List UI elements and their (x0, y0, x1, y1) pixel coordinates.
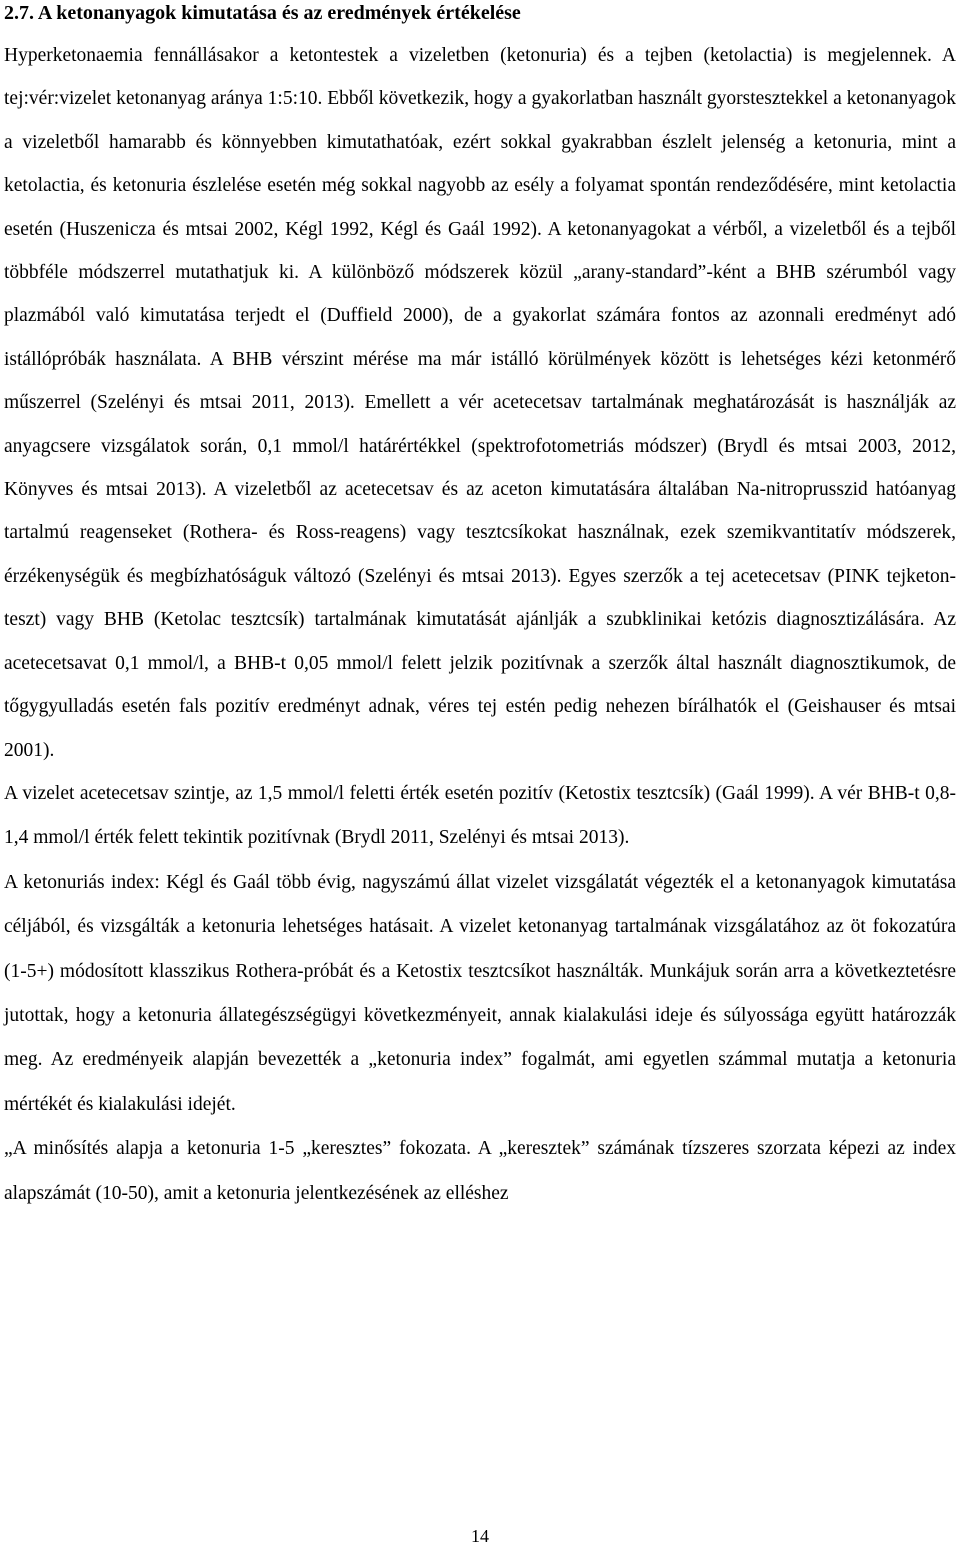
body-text (4, 34, 956, 1216)
paragraph-ketone-detection: Hyperketonaemia fennállásakor a ketontestek a vizeletben (ketonuria) és a tejben (ketolactia) is megjelennek. A tej:vér:vizelet ketonanyag aránya 1:5:10. Ebből következik, hogy a gyakorlatban használt gyorstesztekkel a ketonanyagok a vizeletből hamarabb és könnyebben kimutathatóak, ezért sokkal gyakrabban észlelt jelenség a ketonuria, mint a ketolactia, és ketonuria észlelése esetén még sokkal nagyobb az esély a folyamat spontán rendeződésére, mint ketolactia esetén (Huszenicza és mtsai 2002, Kégl 1992, Kégl és Gaál 1992). A ketonanyagokat a vérből, a vizeletből és a tejből többféle módszerrel mutathatjuk ki. A különböző módszerek közül „arany-standard”-ként a BHB szérumból vagy plazmából való kimutatása terjedt el (Duffield 2000), de a gyakorlat számára fontos az azonnali eredményt adó istállópróbák használata. A BHB vérszint mérése ma már istálló körülmények között is lehetséges kézi ketonmérő műszerrel (Szelényi és mtsai 2011, 2013). Emellett a vér acetecetsav tartalmának meghatározását is használják az anyagcsere vizsgálatok során, 0,1 mmol/l határértékkel (spektrofotometriás módszer) (Brydl és mtsai 2003, 2012, Könyves és mtsai 2013). A vizeletből az acetecetsav és az aceton kimutatására általában Na-nitroprusszid hatóanyag tartalmú reagenseket (Rothera- és Ross-reagens) vagy tesztcsíkokat használnak, ezek szemikvantitatív módszerek, érzékenységük és megbízhatóságuk változó (Szelényi és mtsai 2013). Egyes szerzők a tej acetecetsav (PINK tejketon-teszt) vagy BHB (Ketolac tesztcsík) tartalmának kimutatását ajánlják a szubklinikai ketózis diagnosztizálására. Az acetecetsavat 0,1 mmol/l, a BHB-t 0,05 mmol/l felett jelzik pozitívnak a szerzők által használt diagnosztikumok, de tőgygyulladás esetén fals pozitív eredményt adnak, véres tej estén pedig nehezen bírálhatók el (Geishauser és mtsai 2001). (4, 45, 956, 761)
paragraph-urine-blood-thresholds: A vizelet acetecetsav szintje, az 1,5 mmol/l feletti érték esetén pozitív (Ketostix tesztcsík) (Gaál 1999). A vér BHB-t 0,8-1,4 mmol/l érték felett tekintik pozitívnak (Brydl 2011, Szelényi és mtsai 2013). (4, 782, 956, 849)
paragraph-ketonuria-index: A ketonuriás index: Kégl és Gaál több évig, nagyszámú állat vizelet vizsgálatát végezték el a ketonanyagok kimutatása céljából, és vizsgálták a ketonuria lehetséges hatásait. A vizelet ketonanyag tartalmának vizsgálatához az öt fokozatúra (1-5+) módosított klasszikus Rothera-próbát és a Ketostix tesztcsíkot használták. Munkájuk során arra a következtetésre jutottak, hogy a ketonuria állategészségügyi következményeit, annak kialakulási ideje és súlyossága együtt határozzák meg. Az eredményeik alapján bevezették a „ketonuria index” fogalmát, ami egyetlen számmal mutatja a ketonuria mértékét és kialakulási idejét. (4, 871, 956, 1115)
paragraph-quote-rating-basis: „A minősítés alapja a ketonuria 1-5 „keresztes” fokozata. A „keresztek” számának tízszeres szorzata képezi az index alapszámát (10-50), amit a ketonuria jelentkezésének az elléshez (4, 1138, 956, 1204)
page-number: 14 (471, 1526, 489, 1546)
section-heading: 2.7. A ketonanyagok kimutatása és az eredmények értékelése (4, 2, 521, 24)
